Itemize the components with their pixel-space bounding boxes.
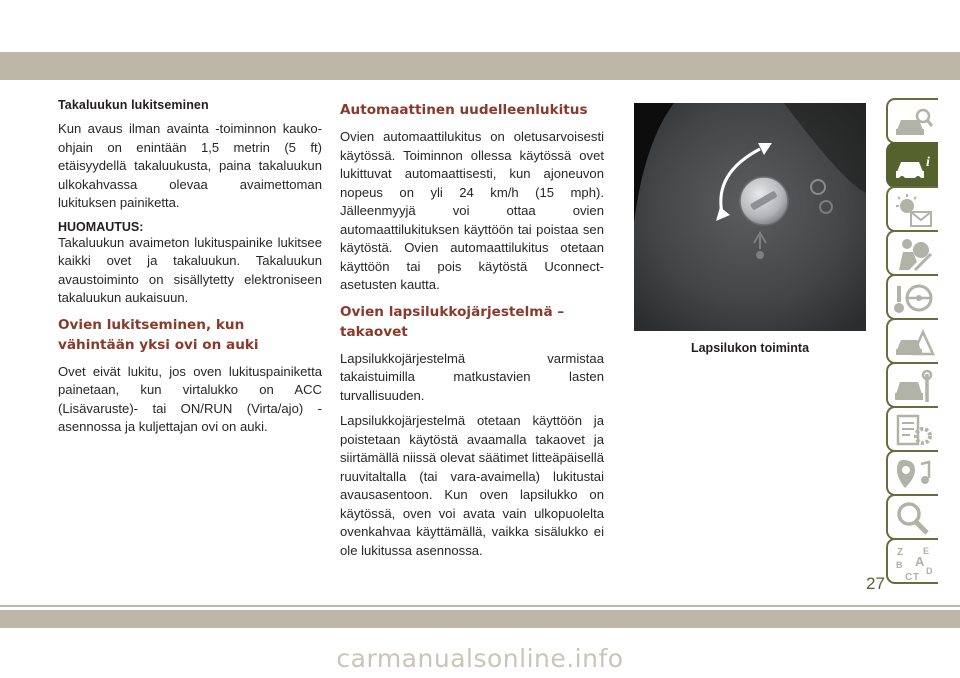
index-letter-t: T [913,572,920,582]
svg-text:i: i [926,155,930,170]
subheading-tailgate-lock: Takaluukun lukitseminen [58,98,209,112]
index-letters-icon [893,544,935,582]
steering-wheel-icon [893,280,935,318]
paragraph-child-lock-intro: Lapsilukkojärjestelmä varmistaa takaistuimilla matkustavien lasten turvallisuuden. [340,350,604,403]
tab-safety[interactable] [886,230,938,276]
watermark-text: carmanualsonline.info [336,644,624,673]
index-letter-b: B [896,560,903,570]
heading-auto-relock: Automaattinen uudelleenlukitus [340,102,588,118]
bottom-rule [0,605,960,607]
index-letter-d: D [926,566,933,576]
tab-emergency[interactable] [886,318,938,364]
specifications-gear-icon [893,412,935,450]
index-letter-z: Z [897,547,904,558]
warning-triangle-car-icon [893,324,935,362]
paragraph-child-lock-usage: Lapsilukkojärjestelmä otetaan käyttöön ja poistetaan käytöstä avaamalla takaovet ja siirtämällä niissä olevat säätimet litteäpäisellä ruuvitaltalla (tai vara-avaimella) lukitustai avausasentoon. Kun oven lapsilukko on käytössä, oven voi avata vain ulkopuolelta ovenkahvaa käyttämällä, vaikka sisälukko ei ole lukitussa asennossa. [340,413,604,558]
car-info-icon [893,148,935,186]
index-letter-c: C [905,572,913,582]
tab-index[interactable] [886,538,938,584]
tab-specifications[interactable] [886,406,938,452]
index-letter-a: A [915,554,925,569]
child-lock-photo [634,103,866,331]
tab-warning-lights[interactable] [886,186,938,232]
tab-search[interactable] [886,494,938,540]
left-column [58,98,322,444]
airbag-safety-icon [893,236,935,274]
note-text: Takaluukun avaimeton lukituspainike lukitsee kaikki ovet ja takaluukun. Takaluukun avaustoiminto on sisällytetty elektroniseen takaluukun aukaisuun. [58,234,322,305]
tab-car-info[interactable] [886,142,938,188]
note-label: HUOMAUTUS: [58,219,144,234]
tab-multimedia[interactable] [886,450,938,496]
magnifier-icon [893,500,935,538]
multimedia-icon [893,456,935,494]
tab-steering[interactable] [886,274,938,320]
top-band [0,52,960,80]
tab-service[interactable] [886,362,938,408]
heading-door-open-lock: Ovien lukitseminen, kun vähintään yksi ovi on auki [58,316,259,353]
car-search-icon [893,104,935,142]
tab-car-search[interactable] [886,98,938,144]
paragraph-auto-relock: Ovien automaattilukitus on oletusarvoisesti käytössä. Toiminnon ollessa käytössä ovet lukittuvat automaattisesti, kun ajoneuvon nopeus on yli 24 km/h (15 mph). Jälleenmyyjä voi ottaa ovien automaattilukituksen käyttöön tai poistaa sen käytöstä. Ovien automaattilukitus otetaan käyttöön tai pois käytöstä Uconnect-asetusten kautta. [340,129,604,292]
paragraph-door-open-lock: Ovet eivät lukitu, jos oven lukituspainiketta painetaan, kun virtalukko on ACC (Lisävaruste)- tai ON/RUN (Virta/ajo) -asennossa ja kuljettajan ovi on auki. [58,363,322,434]
paragraph-tailgate-lock: Kun avaus ilman avainta -toiminnon kauko-ohjain on enintään 1,5 metrin (5 ft) etäisyydellä takaluukusta, paina takaluukun ulkokahvassa olevaa avaimettoman lukituksen painiketta. [58,121,322,210]
middle-column [340,98,604,567]
heading-child-lock: Ovien lapsilukkojärjestelmä – takaovet [340,303,565,340]
page-number: 27 [866,574,885,593]
warning-lights-message-icon [893,192,935,230]
index-letter-e: E [923,546,930,556]
bottom-band [0,610,960,628]
figure-caption: Lapsilukon toiminta [690,341,810,355]
car-service-wrench-icon [893,368,935,406]
